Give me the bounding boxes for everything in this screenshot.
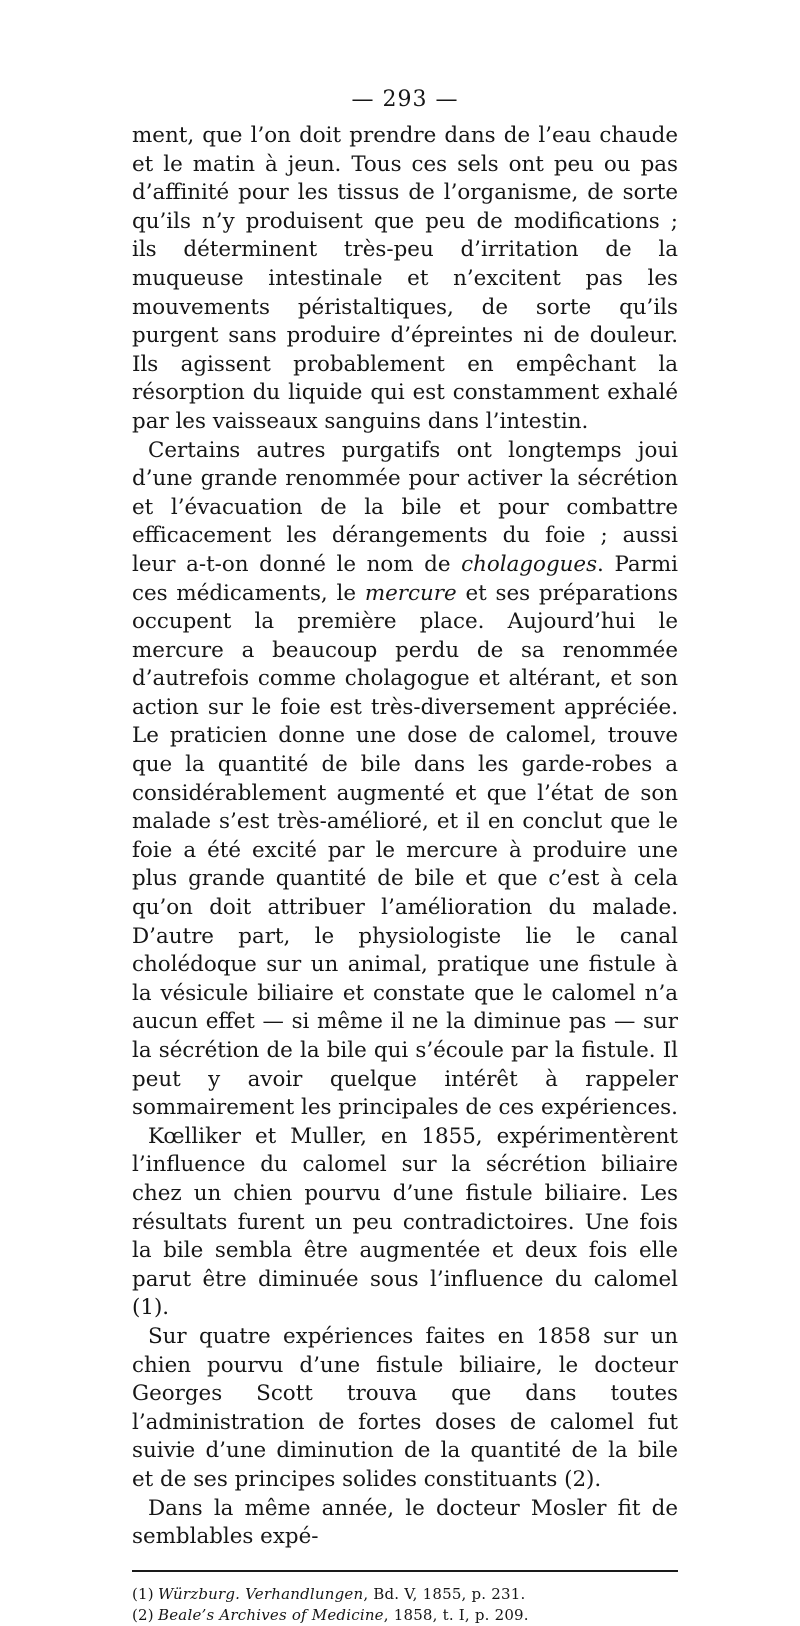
paragraph-text: Kœlliker et Muller, en 1855, expérimentèrent l’influence du calomel sur la sécrétion biliaire chez un chien pourvu d’une fistule biliaire. Les résultats furent un peu contradictoires. Une fois la bile sembla être augmentée et deux fois elle parut être diminuée sous l’influence du calomel (1). <box>132 1123 678 1321</box>
paragraph-text: Sur quatre expériences faites en 1858 sur un chien pourvu d’une fistule biliaire, le docteur Georges Scott trouva que dans toutes l’administration de fortes doses de calomel fut suivie d’une diminution de la quantité de la bile et de ses principes solides constituants (2). <box>132 1323 678 1492</box>
italic-term-mercure: mercure <box>364 580 457 606</box>
paragraph-3 <box>132 1123 678 1323</box>
page-number: — 293 — <box>351 87 459 112</box>
footnote-1 <box>132 1584 678 1605</box>
book-page <box>132 86 678 1626</box>
footnote-divider <box>132 1570 678 1572</box>
footnote-number: (1) <box>132 1584 154 1603</box>
italic-term-cholagogues: cholagogues <box>461 551 598 577</box>
footnotes <box>132 1584 678 1626</box>
body-text <box>132 122 678 1552</box>
footnote-citation: , Bd. V, 1855, p. 231. <box>363 1584 526 1603</box>
paragraph-2 <box>132 437 678 1123</box>
footnote-citation: , 1858, t. I, p. 209. <box>383 1605 529 1624</box>
paragraph-text: Certains autres purgatifs ont longtemps joui d’une grande renommée pour activer la sécrétion et l’évacuation de la bile et pour combattre efficacement les dérangements du foie ; aussi leur a-t-on donné le nom de <box>132 437 678 577</box>
footnote-number: (2) <box>132 1605 154 1624</box>
paragraph-text: et ses préparations occupent la première place. Aujourd’hui le mercure a beaucoup perdu de sa renommée d’autrefois comme cholagogue et altérant, et son action sur le foie est très-diversement appréciée. Le praticien donne une dose de calomel, trouve que la quantité de bile dans les garde-robes a considérablement augmenté et que l’état de son malade s’est très-amélioré, et il en conclut que le foie a été excité par le mercure à produire une plus grande quantité de bile et que c’est à cela qu’on doit attribuer l’amélioration du malade. D’autre part, le physiologiste lie le canal cholédoque sur un animal, pratique une fistule à la vésicule biliaire et constate que le calomel n’a aucun effet — si même il ne la diminue pas — sur la sécrétion de la bile qui s’écoule par la fistule. Il peut y avoir quelque intérêt à rappeler sommairement les principales de ces expériences. <box>132 580 678 1121</box>
paragraph-1 <box>132 122 678 437</box>
paragraph-5 <box>132 1495 678 1552</box>
paragraph-4 <box>132 1323 678 1495</box>
footnote-source-title: Würzburg. Verhandlungen <box>158 1584 364 1603</box>
paragraph-text: ment, que l’on doit prendre dans de l’eau chaude et le matin à jeun. Tous ces sels ont peu ou pas d’affinité pour les tissus de l’organisme, de sorte qu’ils n’y produisent que peu de modifications ; ils déterminent très-peu d’irritation de la muqueuse intestinale et n’excitent pas les mouvements péristaltiques, de sorte qu’ils purgent sans produire d’épreintes ni de douleur. Ils agissent probablement en empêchant la résorption du liquide qui est constamment exhalé par les vaisseaux sanguins dans l’intestin. <box>132 123 678 434</box>
footnote-2 <box>132 1605 678 1626</box>
paragraph-text: Dans la même année, le docteur Mosler fit de semblables expé- <box>132 1495 678 1550</box>
paragraph-text: . Parmi ces médicaments, le <box>132 551 678 606</box>
footnote-source-title: Beale’s Archives of Medicine <box>158 1605 384 1624</box>
